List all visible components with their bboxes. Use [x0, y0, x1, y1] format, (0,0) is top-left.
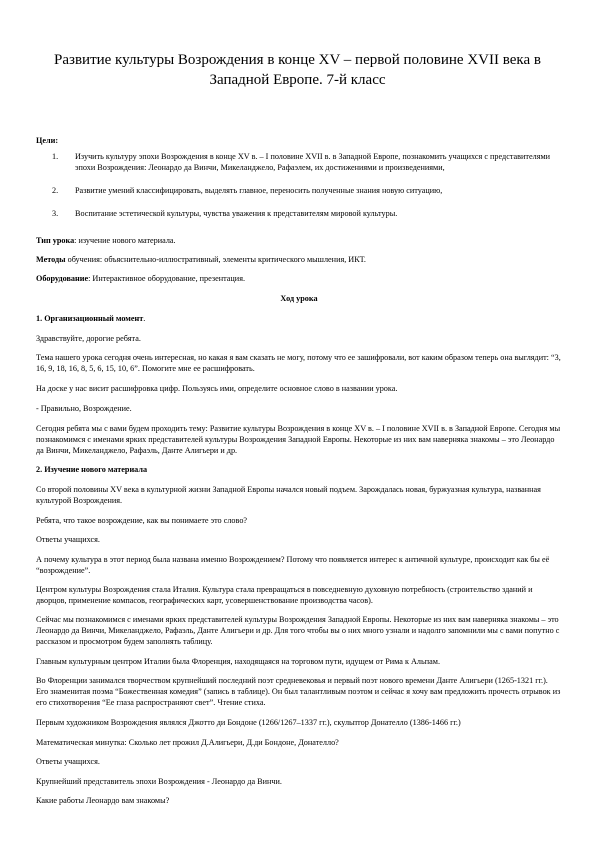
goal-number: 3.	[52, 209, 59, 218]
goals-label-text: Цели	[36, 136, 56, 145]
goal-text: Изучить культуру эпохи Возрождения в конце XV в. – I половине XVII в. в Западной Европе, познакомить учащихся с представителями эпохи Возрождения: Леонардо да Винчи, Микеланджело, Рафаэлем, их достижениями и произведениями,	[75, 152, 551, 172]
section2-p13: Какие работы Леонардо вам знакомы?	[36, 796, 170, 805]
section2-p10: Математическая минутка: Сколько лет прожил Д.Алигьери, Д.ди Бондоне, Донателло?	[36, 738, 339, 747]
section2-p9: Первым художником Возрождения являлся Джотто ди Бондоне (1266/1267–1337 гг.), скульптор Донателло (1386-1466 гг.)	[36, 718, 461, 727]
methods-label: Методы	[36, 255, 66, 264]
section1-p5: Сегодня ребята мы с вами будем проходить тему: Развитие культуры Возрождения в конце XV в. – I половине XVII в. в Западной Европе. Сегодня мы познакомимся с именами ярких представителей культуры Возрождения Западной Европы. Некоторые из них вам наверняка знакомы – это Леонардо да Винчи, Микеланджело, Рафаэль, Данте Алигьери и др.	[36, 424, 561, 455]
goal-text: Развитие умений классифицировать, выделять главное, переносить полученные знания новую ситуацию,	[75, 186, 443, 195]
equipment-text: : Интерактивное оборудование, презентация.	[88, 274, 246, 283]
section2-p2: Ребята, что такое возрождение, как вы понимаете это слово?	[36, 516, 248, 525]
section1-p2: Тема нашего урока сегодня очень интересная, но какая я вам сказать не могу, потому что ее зашифровали, вот каким образом теперь она выглядит: “3, 16, 9, 18, 16, 8, 5, 6, 15, 10, 6”. Помогите мне ее расшифровать.	[36, 353, 561, 373]
section2-p4: А почему культура в этот период была названа именно Возрождением? Потому что появляется интерес к античной культуре, происходит как бы её “возрождение”.	[36, 555, 550, 575]
section1-p3: На доске у нас висит расшифровка цифр. Пользуясь ими, определите основное слово в названии урока.	[36, 384, 398, 393]
section2-p7: Главным культурным центром Италии была Флоренция, находящаяся на торговом пути, идущем от Рима к Альпам.	[36, 657, 440, 666]
section1-heading-text: 1. Организационный момент	[36, 314, 144, 323]
section2-p6: Сейчас мы познакомимся с именами ярких представителей культуры Возрождения Западной Европы. Некоторые из них вам наверняка знакомы – это Леонардо да Винчи, Микеланджело, Рафаэль, Данте Алигьери и др. Для того чтобы вы о них много узнали и надолго запомнили мы с вами попутно с рассказом и просмотром будем заполнять таблицу.	[36, 615, 560, 646]
methods	[36, 254, 562, 265]
section1-heading: 1. Организационный момент.	[36, 314, 146, 323]
section1-p4: - Правильно, Возрождение.	[36, 404, 132, 413]
goals-label: Цели:	[36, 136, 59, 145]
equipment	[36, 273, 562, 284]
page-title: Развитие культуры Возрождения в конце XV – первой половине XVII века в Западной Европе. 7-й класс	[54, 52, 541, 88]
section2-p8: Во Флоренции занимался творчеством крупнейший последний поэт средневековья и первый поэт нового времени Данте Алигьери (1265-1321 гг.). Его знаменитая поэма “Божественная комедия” (запись в таблице). Он был талантливым поэтом и сейчас я хочу вам предложить прочесть отрывок из его стихотворения “Ее глаза распространяют свет”. Чтение стиха.	[36, 676, 561, 707]
goal-number: 2.	[52, 186, 59, 195]
section2-p11: Ответы учащихся.	[36, 757, 100, 766]
lesson-type	[36, 235, 562, 246]
goal-text: Воспитание эстетической культуры, чувства уважения к представителям мировой культуры.	[75, 209, 398, 218]
section2-p1: Со второй половины XV века в культурной жизни Западной Европы начался новый подъем. Зарождалась новая, буржуазная культура, названная культурой Возрождения.	[36, 485, 541, 505]
lesson-type-text: : изучение нового материала.	[74, 236, 176, 245]
section1-p1: Здравствуйте, дорогие ребята.	[36, 334, 141, 343]
equipment-label: Оборудование	[36, 274, 89, 283]
course-heading: Ход урока	[280, 294, 318, 303]
section2-heading: 2. Изучение нового материала	[36, 465, 148, 474]
methods-text: обучения: объяснительно-иллюстративный, элементы критического мышления, ИКТ.	[65, 255, 366, 264]
section2-p3: Ответы учащихся.	[36, 535, 100, 544]
section2-p12: Крупнейший представитель эпохи Возрождения - Леонардо да Винчи.	[36, 777, 282, 786]
lesson-type-label: Тип урока	[36, 236, 75, 245]
section2-p5: Центром культуры Возрождения стала Италия. Культура стала превращаться в повседневную духовную потребность (строительство зданий и дворцов, применение компасов, географических карт, усовершенствование производства часов).	[36, 585, 533, 605]
goal-number: 1.	[52, 152, 59, 161]
